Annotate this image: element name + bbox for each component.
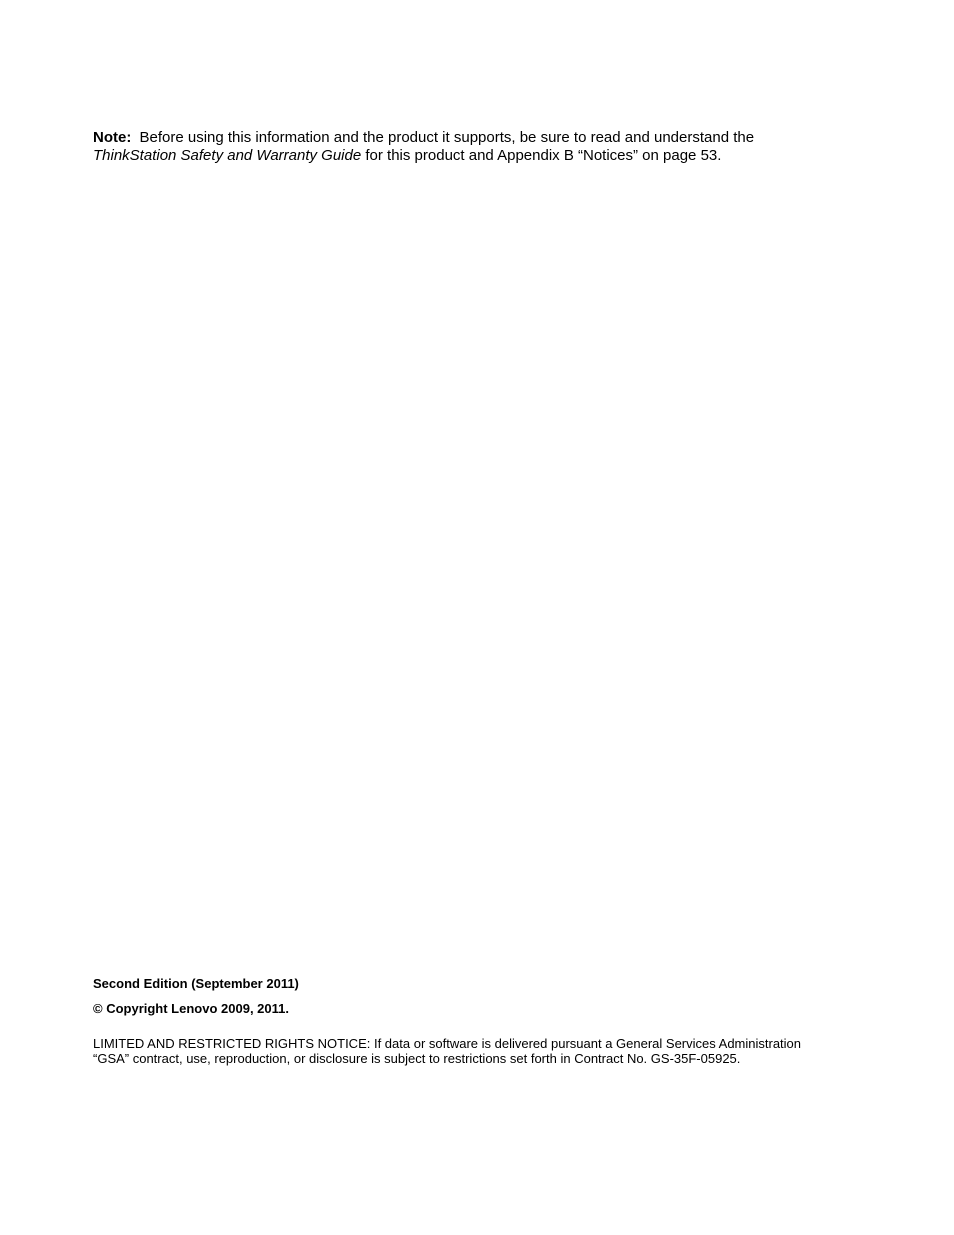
edition-text: Second Edition (September 2011): [93, 976, 299, 991]
note-line-1: [93, 129, 873, 147]
rights-notice-line-2: “GSA” contract, use, reproduction, or disclosure is subject to restrictions set forth in Contract No. GS-35F-05925.: [93, 1051, 741, 1066]
note-label: Note:: [93, 129, 132, 146]
guide-title: ThinkStation Safety and Warranty Guide: [93, 147, 362, 164]
note-block: [93, 129, 873, 165]
note-line-2: [93, 147, 873, 165]
rights-notice: [93, 1036, 883, 1066]
footer-block: [93, 975, 893, 1066]
rights-notice-line-1: LIMITED AND RESTRICTED RIGHTS NOTICE: If data or software is delivered pursuant a General Services Administration: [93, 1036, 802, 1051]
note-text-line-1: Before using this information and the product it supports, be sure to read and understand the: [139, 129, 755, 146]
note-text-line-2: for this product and Appendix B “Notices” on page 53.: [361, 147, 722, 164]
copyright-text: © Copyright Lenovo 2009, 2011.: [93, 1001, 289, 1016]
